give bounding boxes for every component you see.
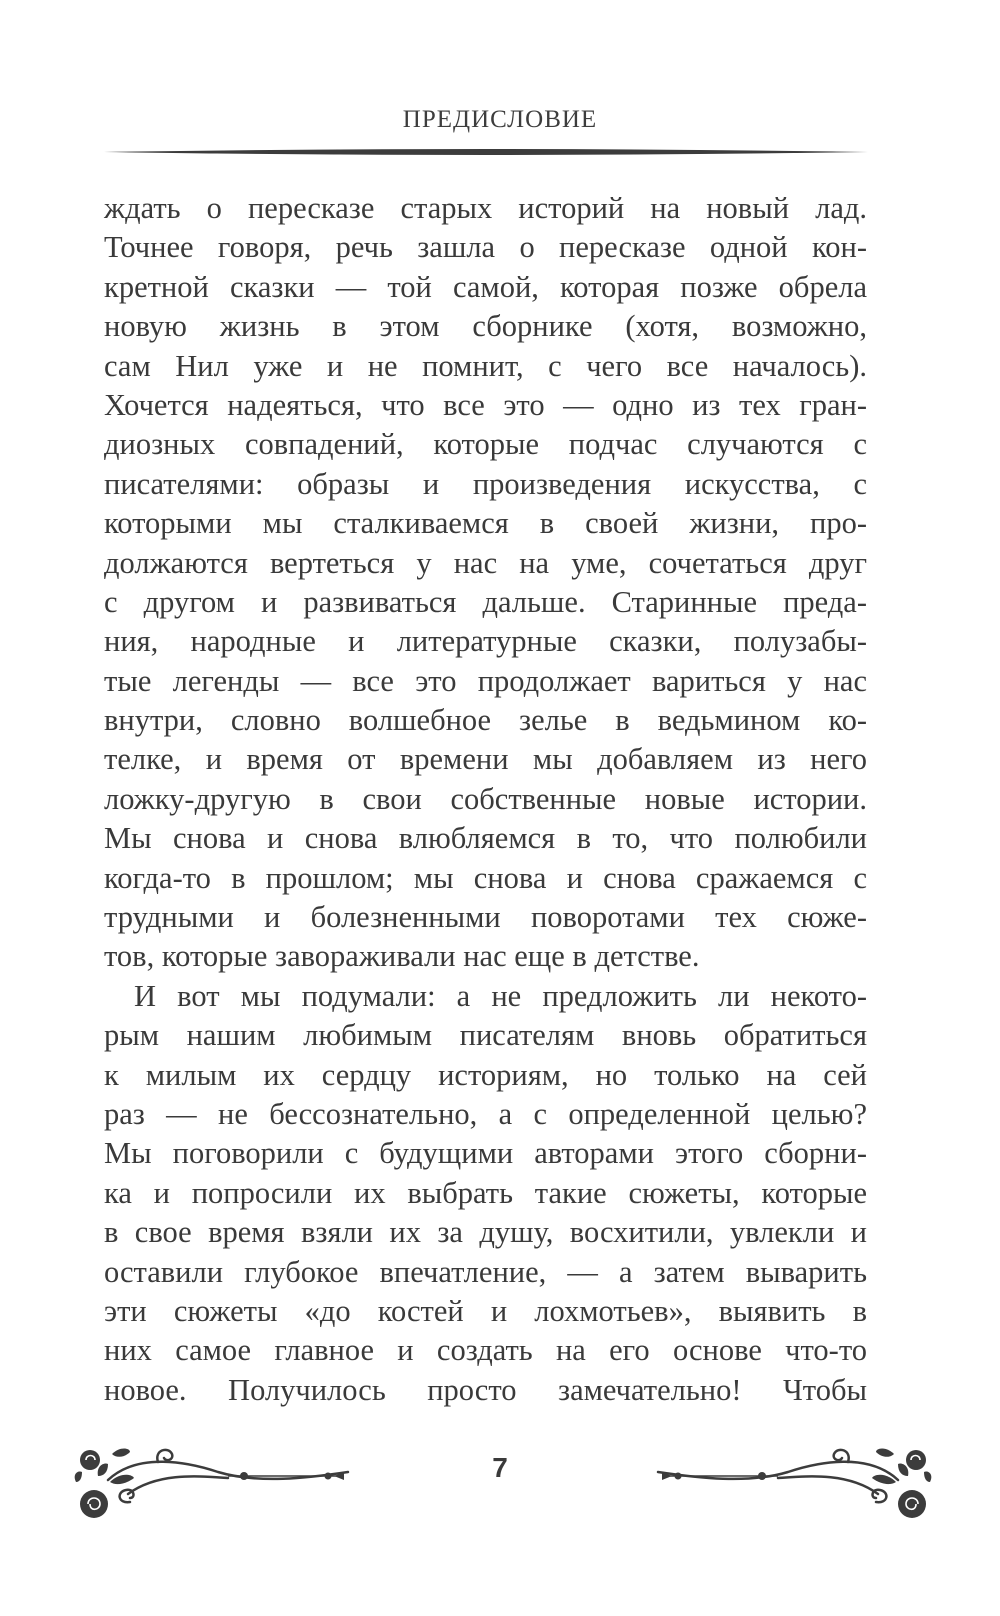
text-line: внутри, словно волшебное зелье в ведьмином ко-	[104, 703, 867, 738]
text-line: должаются вертеться у нас на уме, сочетаться друг	[104, 545, 867, 580]
page-number: 7	[492, 1452, 508, 1483]
text-line: них самое главное и создать на его основе что-то	[104, 1333, 867, 1368]
text-line: рым нашим любимым писателям вновь обратиться	[104, 1018, 867, 1053]
text-line: ложку-другую в свои собственные новые истории.	[104, 781, 867, 816]
text-line: ка и попросили их выбрать такие сюжеты, которые	[104, 1175, 867, 1210]
text-line: с другом и развиваться дальше. Старинные преда-	[104, 584, 867, 619]
text-line: эти сюжеты «до костей и лохмотьев», выявить в	[104, 1293, 867, 1328]
text-line: писателями: образы и произведения искусства, с	[104, 466, 867, 501]
text-line: новое. Получилось просто замечательно! Чтобы	[104, 1372, 867, 1407]
header-rule	[104, 146, 868, 158]
text-line: Хочется надеяться, что все это — одно из тех гран-	[104, 387, 867, 422]
text-line: Точнее говоря, речь зашла о пересказе одной кон-	[104, 230, 867, 265]
text-line: оставили глубокое впечатление, — а затем выварить	[104, 1254, 867, 1289]
text-line: И вот мы подумали: а не предложить ли некото-	[134, 978, 867, 1013]
text-line: ния, народные и литературные сказки, полузабы-	[104, 624, 867, 659]
text-line: сам Нил уже и не помнит, с чего все началось).	[104, 348, 867, 383]
text-line: в свое время взяли их за душу, восхитили, увлекли и	[104, 1215, 867, 1250]
text-line: тые легенды — все это продолжает вариться у нас	[104, 663, 867, 698]
running-header-title: ПРЕДИСЛОВИЕ	[402, 106, 598, 133]
text-line: тов, которые завораживали нас еще в детстве.	[104, 939, 700, 974]
text-line: новую жизнь в этом сборнике (хотя, возможно,	[104, 309, 867, 344]
text-line: телке, и время от времени мы добавляем из него	[104, 742, 867, 777]
text-line: когда-то в прошлом; мы снова и снова сражаемся с	[104, 860, 867, 895]
text-line: Мы снова и снова влюбляемся в то, что полюбили	[104, 821, 867, 856]
right-floral-ornament-icon	[618, 1432, 938, 1522]
text-line: кретной сказки — той самой, которая позже обрела	[104, 269, 867, 304]
text-line: раз — не бессознательно, а с определенной целью?	[104, 1096, 867, 1131]
text-line: которыми мы сталкиваемся в своей жизни, про-	[104, 506, 867, 541]
text-line: Мы поговорили с будущими авторами этого сборни-	[104, 1136, 867, 1171]
text-line: трудными и болезненными поворотами тех сюже-	[104, 900, 867, 935]
text-line: диозных совпадений, которые подчас случаются с	[104, 427, 867, 462]
text-line: к милым их сердцу историям, но только на сей	[104, 1057, 867, 1092]
body-text	[104, 189, 867, 1410]
text-line: ждать о пересказе старых историй на новый лад.	[104, 191, 867, 225]
